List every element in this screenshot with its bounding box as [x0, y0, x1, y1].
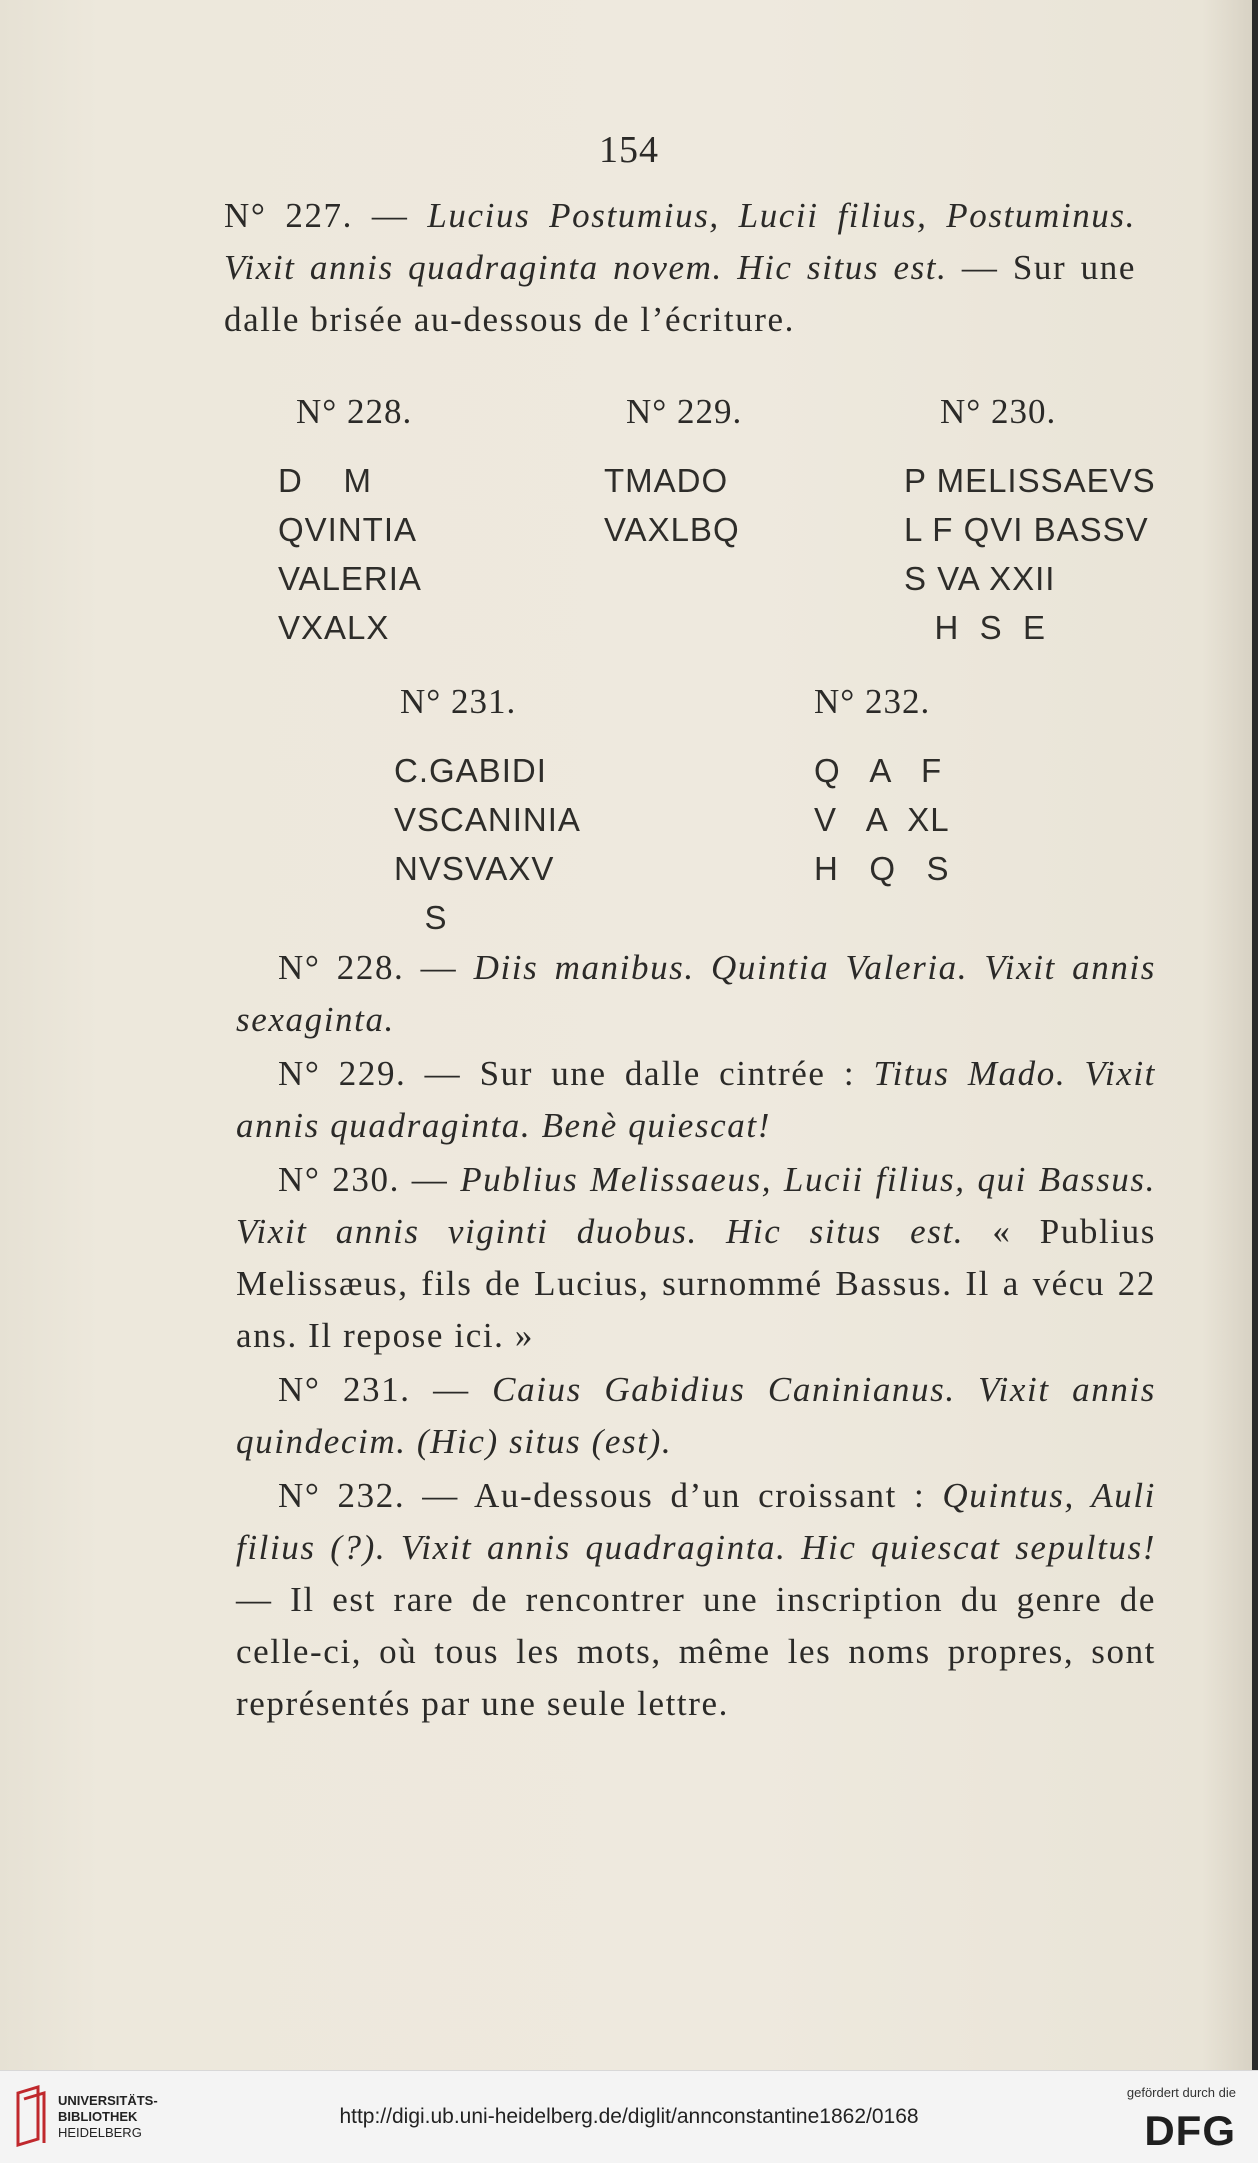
- funded-by-label: gefördert durch die: [1126, 2085, 1236, 2100]
- heading-229: N° 229.: [626, 392, 743, 431]
- note-232-text: Quintus, Auli filius (?). Vixit annis quadraginta. Hic quiescat sepultus!: [236, 1476, 1156, 1567]
- inscription-228: D M QVINTIA VALERIA VXALX: [278, 462, 422, 646]
- entry-227-dash: —: [371, 196, 409, 235]
- page-number: 154: [599, 129, 659, 171]
- heading-231: N° 231.: [400, 682, 517, 721]
- note-229-text: Titus Mado. Vixit annis quadraginta. Benè quiescat!: [236, 1054, 1156, 1145]
- inscription-231: C.GABIDI VSCANINIA NVSVAXV S: [394, 752, 581, 936]
- note-230: [236, 1154, 1156, 1362]
- inscription-230: P MELISSAEVS L F QVI BASSV S VA XXII H S E: [904, 462, 1156, 646]
- note-230-french: « Publius Melissæus, fils de Lucius, surnommé Bassus. Il a vécu 22 ans. Il repose ici. »: [236, 1212, 1156, 1355]
- note-232-french: — Il est rare de rencontrer une inscription du genre de celle-ci, où tous les mots, même les noms propres, sont représentés par une seule lettre.: [236, 1580, 1156, 1723]
- note-229-pre: Sur une dalle cintrée :: [479, 1054, 856, 1093]
- note-232-pre: Au-dessous d’un croissant :: [474, 1476, 926, 1515]
- note-231-text: Caius Gabidius Caninianus. Vixit annis quindecim. (Hic) situs (est).: [236, 1370, 1156, 1461]
- source-url-link[interactable]: http://digi.ub.uni-heidelberg.de/diglit/annconstantine1862/0168: [339, 2105, 919, 2128]
- note-230-text: Publius Melissaeus, Lucii filius, qui Bassus. Vixit annis viginti duobus. Hic situs est.: [236, 1160, 1156, 1251]
- entry-227-latin: Lucius Postumius, Lucii filius, Postuminus. Vixit annis quadraginta novem. Hic situs est.: [224, 196, 1136, 287]
- entry-227-french: Sur une dalle brisée au-dessous de l’écriture.: [224, 248, 1136, 339]
- note-229-label: N° 229. —: [278, 1054, 462, 1093]
- note-228-label: N° 228. —: [278, 948, 458, 987]
- note-228: [236, 942, 1156, 1046]
- entry-227-dash-2: —: [961, 248, 999, 287]
- library-name-line-3: HEIDELBERG: [58, 2125, 142, 2140]
- dfg-logo: DFG: [1144, 2107, 1236, 2154]
- inscription-232: Q A F V A XL H Q S: [814, 752, 950, 887]
- note-229: [236, 1048, 1156, 1152]
- footer-bar: [0, 2070, 1258, 2163]
- library-name-line-1: UNIVERSITÄTS-: [58, 2093, 158, 2108]
- heading-228: N° 228.: [296, 392, 413, 431]
- note-231-label: N° 231. —: [278, 1370, 470, 1409]
- inscription-229: TMADO VAXLBQ: [604, 462, 740, 548]
- note-228-text: Diis manibus. Quintia Valeria. Vixit annis sexaginta.: [236, 948, 1156, 1039]
- library-name-line-2: BIBLIOTHEK: [58, 2109, 138, 2124]
- entry-227-number: N° 227.: [224, 196, 353, 235]
- note-232-label: N° 232. —: [278, 1476, 459, 1515]
- heading-230: N° 230.: [940, 392, 1057, 431]
- page-edge: [1252, 0, 1258, 2070]
- entry-227: [224, 190, 1136, 346]
- note-230-label: N° 230. —: [278, 1160, 449, 1199]
- heading-232: N° 232.: [814, 682, 931, 721]
- note-232: [236, 1470, 1156, 1730]
- note-231: [236, 1364, 1156, 1468]
